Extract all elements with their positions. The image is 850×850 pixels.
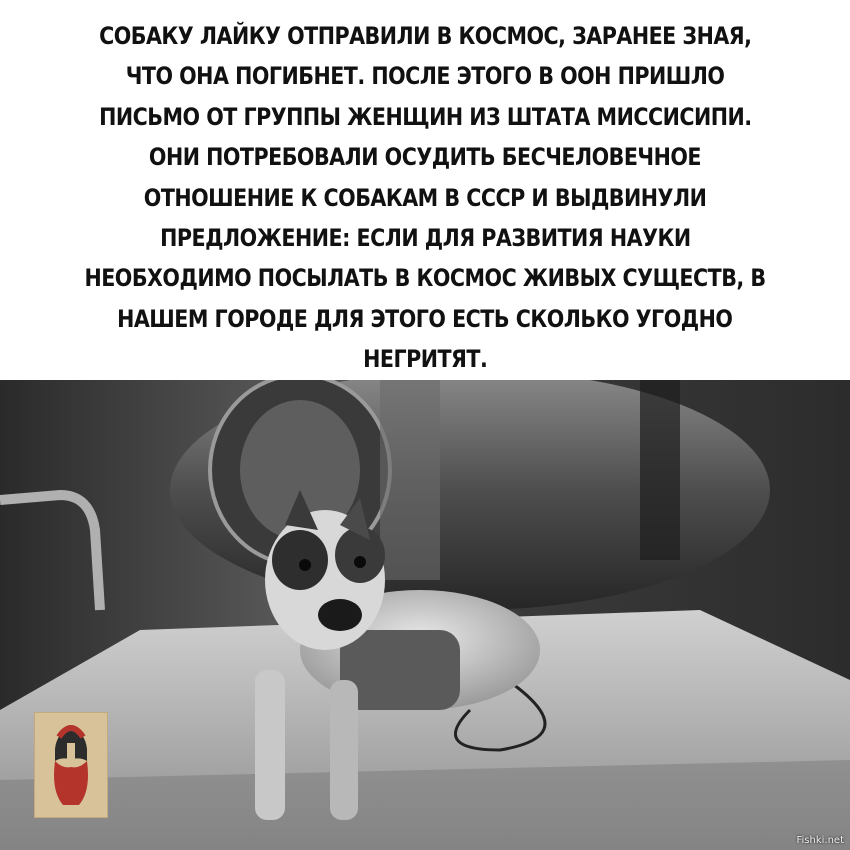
caption-line: ОТНОШЕНИЕ К СОБАКАМ В СССР И ВЫДВИНУЛИ bbox=[143, 183, 707, 212]
caption-line: НАШЕМ ГОРОДЕ ДЛЯ ЭТОГО ЕСТЬ СКОЛЬКО УГОДНО bbox=[117, 304, 733, 333]
caption-line: НЕОБХОДИМО ПОСЫЛАТЬ В КОСМОС ЖИВЫХ СУЩЕСТВ, В bbox=[84, 264, 766, 293]
caption-line: ЧТО ОНА ПОГИБНЕТ. ПОСЛЕ ЭТОГО В ООН ПРИШЛО bbox=[125, 62, 725, 91]
watermark: Fishki.net bbox=[796, 835, 844, 846]
caption-line: ОНИ ПОТРЕБОВАЛИ ОСУДИТЬ БЕСЧЕЛОВЕЧНОЕ bbox=[148, 143, 702, 172]
caption-line: НЕГРИТЯТ. bbox=[362, 345, 488, 374]
dog-photo bbox=[0, 380, 850, 850]
dog-photo-illustration bbox=[0, 380, 850, 850]
caption-block bbox=[0, 0, 850, 380]
caption-line: СОБАКУ ЛАЙКУ ОТПРАВИЛИ В КОСМОС, ЗАРАНЕЕ ЗНАЯ, bbox=[98, 22, 752, 50]
spartan-helmet-icon bbox=[35, 713, 107, 817]
logo-badge bbox=[34, 712, 108, 818]
caption-line: ПРЕДЛОЖЕНИЕ: ЕСЛИ ДЛЯ РАЗВИТИЯ НАУКИ bbox=[159, 224, 691, 253]
caption-line: ПИСЬМО ОТ ГРУППЫ ЖЕНЩИН ИЗ ШТАТА МИССИСИПИ. bbox=[98, 102, 752, 131]
